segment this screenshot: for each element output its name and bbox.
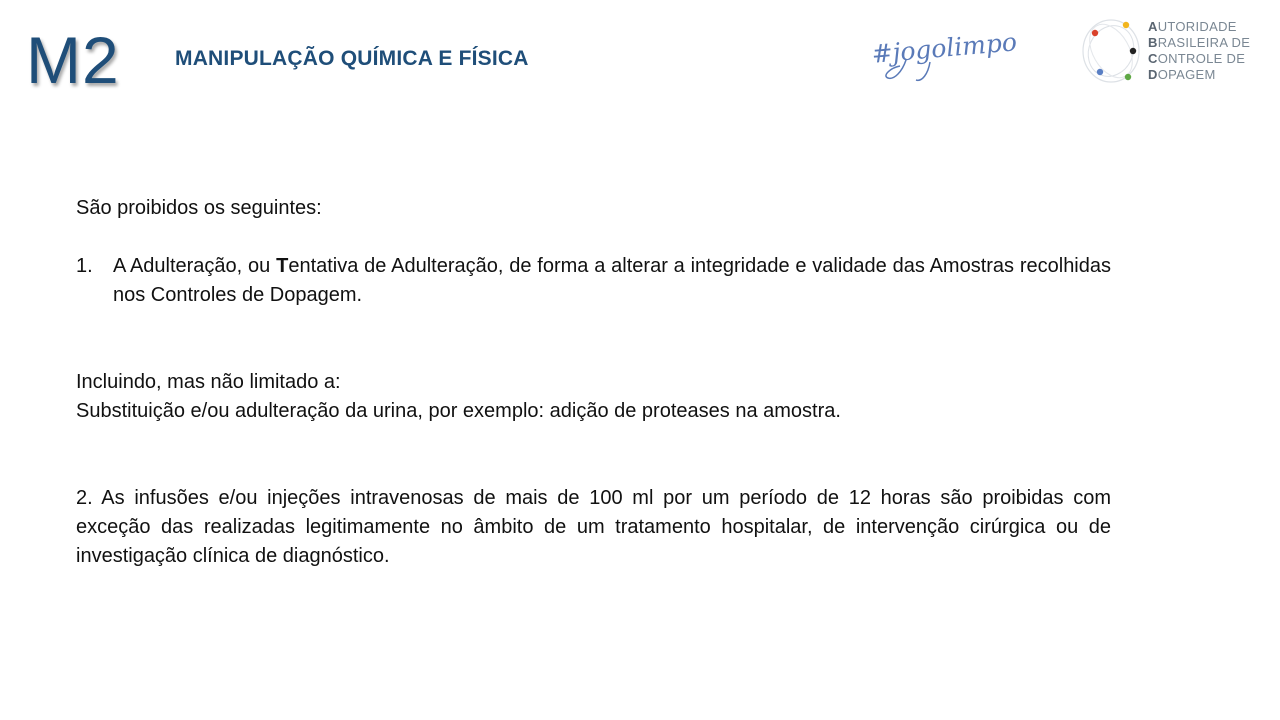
- abcd-logo: [1078, 14, 1258, 90]
- abcd-name: [1148, 19, 1250, 83]
- hashtag-text: #jogolimpo: [870, 27, 1019, 69]
- including-text: Substituição e/ou adulteração da urina, por exemplo: adição de proteases na amostra.: [76, 400, 841, 422]
- list-item-1-text: A Adulteração, ou Tentativa de Adulteração, de forma a alterar a integridade e validade das Amostras recolhidas nos Controles de Dopagem.: [113, 255, 1112, 306]
- abcd-line-3: CONTROLE DE: [1148, 51, 1246, 66]
- list-item-1: [76, 252, 1111, 310]
- intro-text: São proibidos os seguintes:: [76, 197, 322, 219]
- slide-title: MANIPULAÇÃO QUÍMICA E FÍSICA: [175, 47, 529, 70]
- list-item-1-number: 1.: [76, 255, 93, 277]
- jogolimpo-logo: [868, 20, 1019, 86]
- including-label: Incluindo, mas não limitado a:: [76, 371, 341, 393]
- abcd-line-1: AUTORIDADE: [1148, 19, 1237, 34]
- slide-body: [76, 194, 1111, 571]
- abcd-line-2: BRASILEIRA DE: [1148, 35, 1251, 50]
- list-item-2: 2. As infusões e/ou injeções intravenosas de mais de 100 ml por um período de 12 horas são proibidas com exceção das realizadas legitimamente no âmbito de um tratamento hospitalar, de intervenção cirúrgica ou de investigação clínica de diagnóstico.: [76, 487, 1111, 567]
- abcd-line-4: DOPAGEM: [1148, 67, 1216, 82]
- abcd-emblem-icon: [1078, 14, 1144, 88]
- slide-code: M2: [26, 23, 120, 97]
